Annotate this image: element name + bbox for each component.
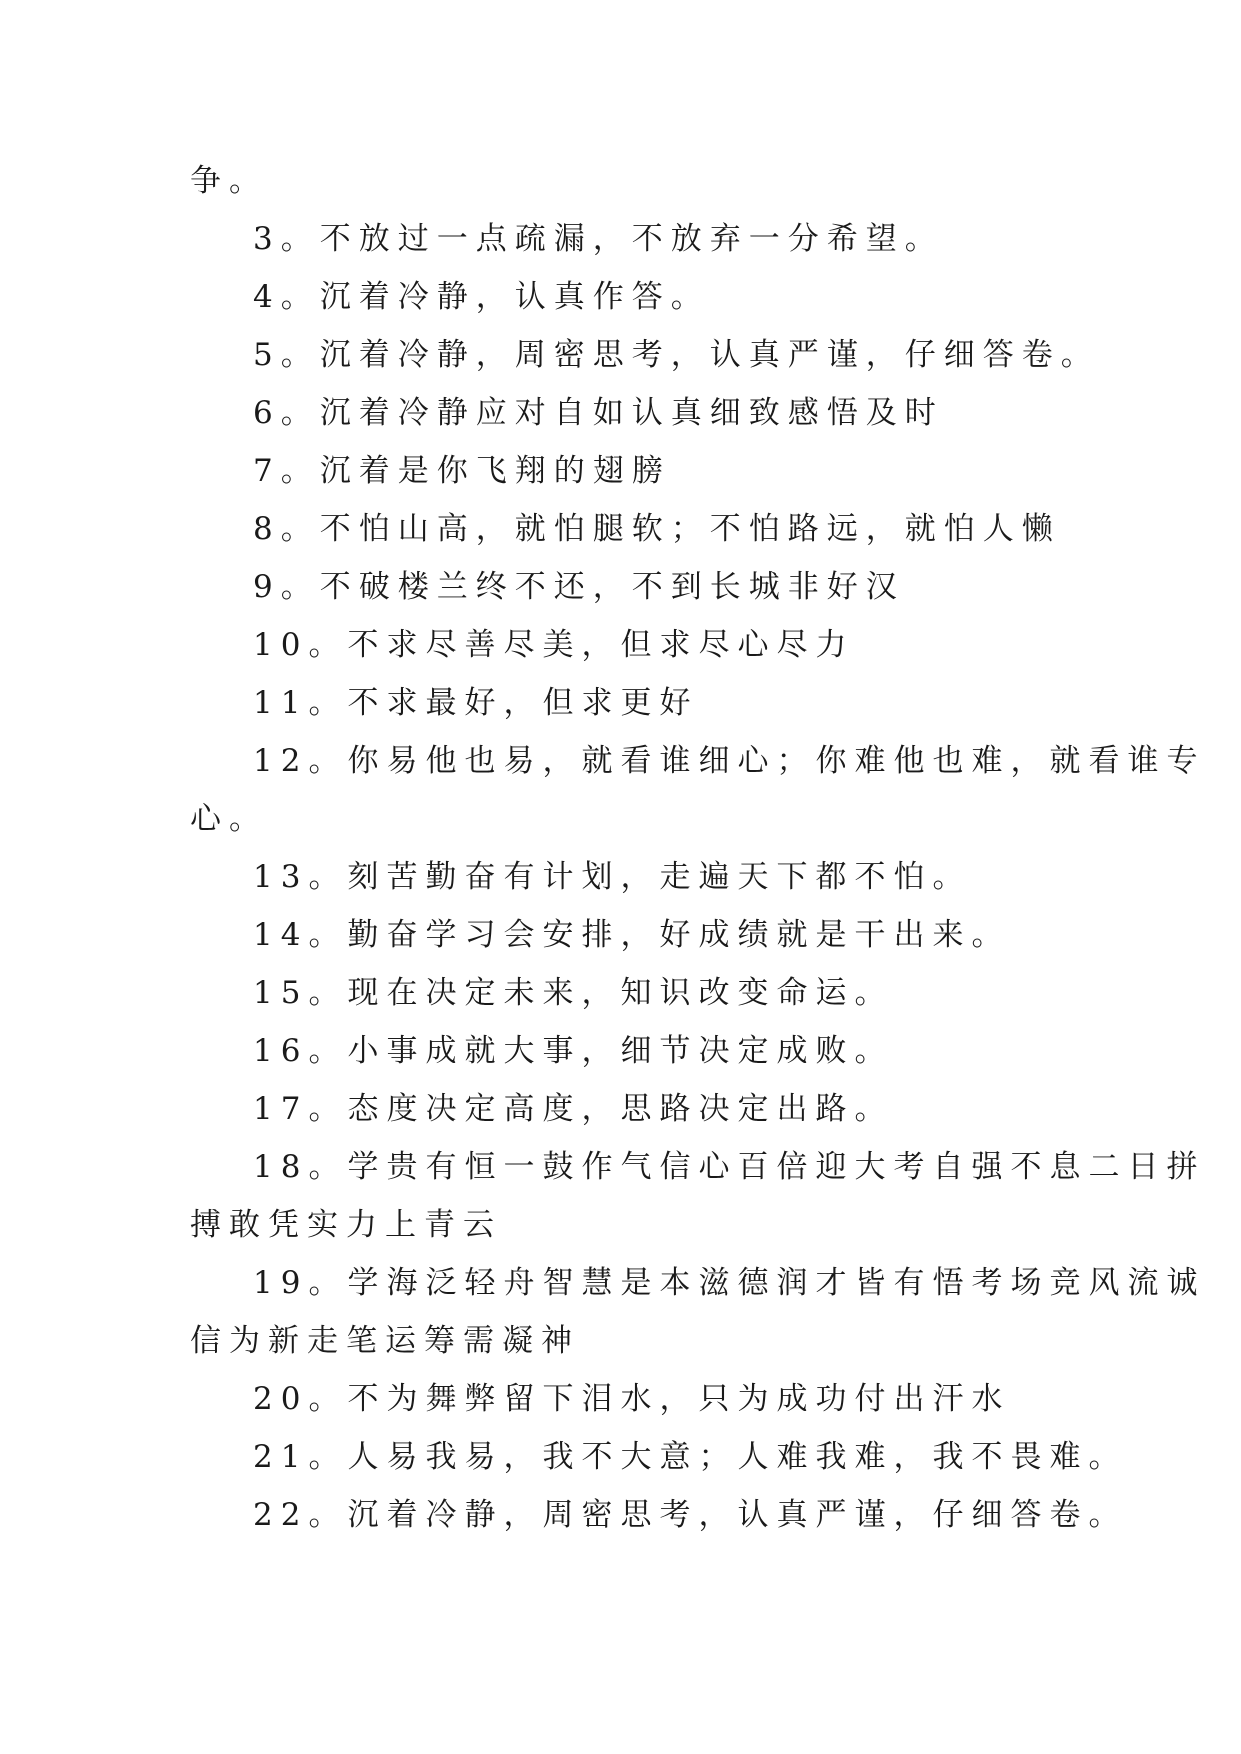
paragraph-line: 7。沉着是你飞翔的翅膀 <box>253 453 671 489</box>
paragraph-line: 心。 <box>190 801 268 837</box>
paragraph-line: 11。不求最好，但求更好 <box>253 685 699 721</box>
paragraph-line: 16。小事成就大事，细节决定成败。 <box>253 1033 894 1069</box>
paragraph-line: 15。现在决定未来，知识改变命运。 <box>253 975 894 1011</box>
paragraph-line: 3。不放过一点疏漏，不放弃一分希望。 <box>253 221 944 257</box>
document-body <box>190 152 1206 1544</box>
paragraph-line: 争。 <box>190 163 268 199</box>
paragraph-line: 10。不求尽善尽美，但求尽心尽力 <box>253 627 855 663</box>
paragraph-line: 22。沉着冷静，周密思考，认真严谨，仔细答卷。 <box>253 1497 1128 1533</box>
paragraph-line: 18。学贵有恒一鼓作气信心百倍迎大考自强不息二日拼 <box>253 1149 1206 1185</box>
paragraph-line: 8。不怕山高，就怕腿软；不怕路远，就怕人懒 <box>253 511 1061 547</box>
paragraph-line: 9。不破楼兰终不还，不到长城非好汉 <box>253 569 905 605</box>
paragraph-line: 6。沉着冷静应对自如认真细致感悟及时 <box>253 395 944 431</box>
paragraph-line: 20。不为舞弊留下泪水，只为成功付出汗水 <box>253 1381 1011 1417</box>
paragraph-line: 4。沉着冷静，认真作答。 <box>253 279 710 315</box>
paragraph-line: 21。人易我易，我不大意；人难我难，我不畏难。 <box>253 1439 1128 1475</box>
paragraph-line: 12。你易他也易，就看谁细心；你难他也难，就看谁专 <box>253 743 1206 779</box>
paragraph-line: 19。学海泛轻舟智慧是本滋德润才皆有悟考场竞风流诚 <box>253 1265 1206 1301</box>
paragraph-line: 5。沉着冷静，周密思考，认真严谨，仔细答卷。 <box>253 337 1100 373</box>
paragraph-line: 13。刻苦勤奋有计划，走遍天下都不怕。 <box>253 859 972 895</box>
paragraph-line: 搏敢凭实力上青云 <box>190 1207 502 1243</box>
paragraph-line: 17。态度决定高度，思路决定出路。 <box>253 1091 894 1127</box>
paragraph-line: 14。勤奋学习会安排，好成绩就是干出来。 <box>253 917 1011 953</box>
paragraph-line: 信为新走笔运筹需凝神 <box>190 1323 580 1359</box>
